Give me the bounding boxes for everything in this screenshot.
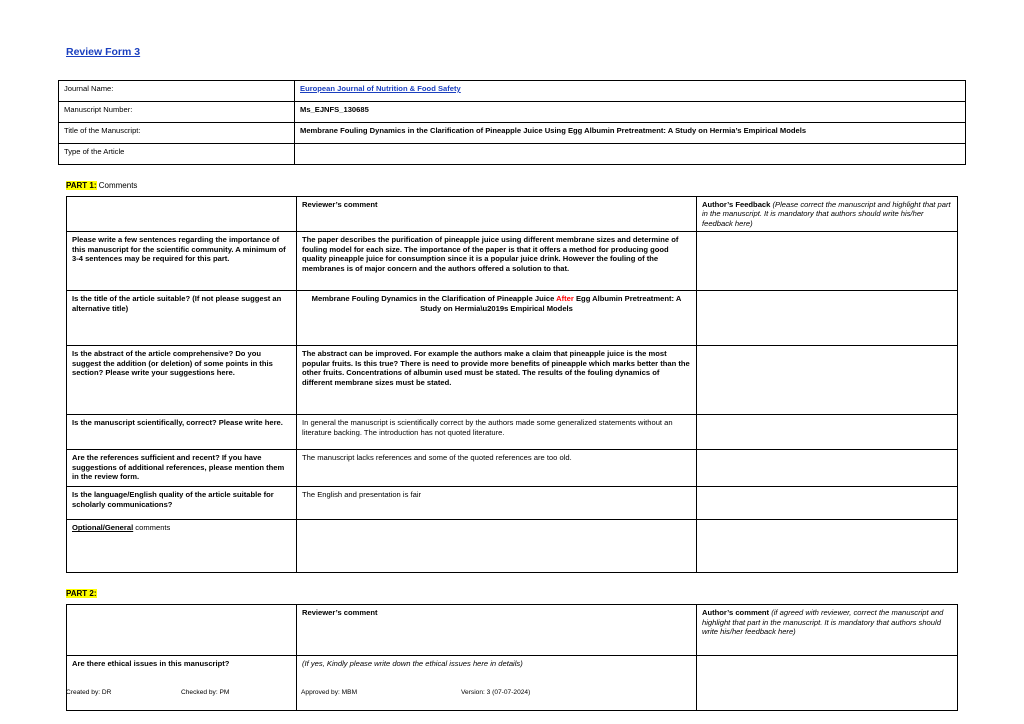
manuscript-title-label: Title of the Manuscript: — [59, 123, 295, 144]
reviewer-comment-title-suitable[interactable] — [297, 291, 697, 346]
author-feedback-ethical-issues[interactable] — [697, 656, 958, 711]
suggested-title-part1: Membrane Fouling Dynamics in the Clarification of Pineapple Juice — [311, 294, 557, 304]
part1-col-author — [697, 197, 958, 232]
part2-heading — [66, 589, 966, 598]
table-row — [67, 520, 958, 573]
table-row — [67, 656, 958, 711]
question-references: Are the references sufficient and recent? If you have suggestions of additional references, please mention them in the review form. — [67, 450, 297, 487]
article-type-label: Type of the Article — [59, 144, 295, 165]
reviewer-comment-importance[interactable]: The paper describes the purification of pineapple juice using different membrane sizes and determine of fouling model for each size. The importance of the paper is that it offers a method for producing good quality pineapple juice for consumption since it is a popular juice drink. However the fouling of the membranes is of major concern and the authors offered a solution to that. — [297, 232, 697, 291]
table-header-row — [67, 605, 958, 656]
reviewer-comment-abstract[interactable]: The abstract can be improved. For example the authors make a claim that pineapple juice is the most popular fruits. Is this true? There is need to provide more benefits of pineapple which marks better than the other fruits. Concentrations of albumin used must be stated. The results of the fouling dynamics of different membrane sizes must be stated. — [297, 346, 697, 415]
article-type-value[interactable] — [295, 144, 966, 165]
author-feedback-optional-general[interactable] — [697, 520, 958, 573]
journal-name-value — [295, 81, 966, 102]
footer — [58, 689, 964, 696]
table-row — [67, 415, 958, 450]
journal-name-link[interactable]: European Journal of Nutrition & Food Safety — [300, 84, 461, 93]
part1-col-author-note: (Please correct the manuscript and highlight that part in the manuscript. It is mandatory that authors should write his/her feedback here) — [702, 200, 951, 228]
table-row — [67, 346, 958, 415]
reviewer-comment-references[interactable]: The manuscript lacks references and some of the quoted references are too old. — [297, 450, 697, 487]
part2-col-author-note: (if agreed with reviewer, correct the manuscript and highlight that part in the manuscript. It is mandatory that authors should write his/her feedback here) — [702, 608, 944, 637]
question-scientific-correct: Is the manuscript scientifically, correct? Please write here. — [67, 415, 297, 450]
part1-heading — [66, 181, 966, 190]
table-row — [59, 123, 966, 144]
author-feedback-references[interactable] — [697, 450, 958, 487]
table-row — [67, 450, 958, 487]
question-abstract: Is the abstract of the article comprehensive? Do you suggest the addition (or deletion) of some points in this section? Please write your suggestions here. — [67, 346, 297, 415]
optional-general-underlined: Optional/General — [72, 523, 134, 533]
author-feedback-title-suitable[interactable] — [697, 291, 958, 346]
part1-col-author-label: Author’s Feedback — [702, 200, 773, 209]
reviewer-comment-scientific-correct[interactable]: In general the manuscript is scientifically correct by the authors made some generalized statements without an literature backing. The introduction has not quoted literature. — [297, 415, 697, 450]
table-row — [59, 144, 966, 165]
table-row — [59, 102, 966, 123]
part1-suffix: Comments — [96, 181, 138, 190]
part2-col-author-label: Author’s comment — [702, 608, 772, 618]
optional-general-plain: comments — [133, 523, 171, 533]
table-row — [59, 81, 966, 102]
reviewer-comment-optional-general[interactable] — [297, 520, 697, 573]
part1-col-question — [67, 197, 297, 232]
manuscript-number-value: Ms_EJNFS_130685 — [295, 102, 966, 123]
table-row — [67, 487, 958, 520]
question-importance: Please write a few sentences regarding the importance of this manuscript for the scientific community. A minimum of 3-4 sentences may be required for this part. — [67, 232, 297, 291]
footer-created-by: Created by: DR — [66, 689, 112, 696]
page-title: Review Form 3 — [66, 46, 141, 58]
question-title-suitable: Is the title of the article suitable? (If not please suggest an alternative title) — [67, 291, 297, 346]
author-feedback-scientific-correct[interactable] — [697, 415, 958, 450]
part2-col-question — [67, 605, 297, 656]
part1-col-reviewer: Reviewer’s comment — [297, 197, 697, 232]
table-row — [67, 291, 958, 346]
author-feedback-language-quality[interactable] — [697, 487, 958, 520]
table-header-row — [67, 197, 958, 232]
author-feedback-importance[interactable] — [697, 232, 958, 291]
question-ethical-issues: Are there ethical issues in this manuscript? — [67, 656, 297, 711]
footer-approved-by: Approved by: MBM — [301, 689, 358, 696]
part2-col-reviewer: Reviewer’s comment — [297, 605, 697, 656]
reviewer-comment-language-quality[interactable]: The English and presentation is fair — [297, 487, 697, 520]
question-optional-general — [67, 520, 297, 573]
footer-version: Version: 3 (07-07-2024) — [461, 689, 531, 696]
part2-label: PART 2: — [66, 589, 97, 599]
part1-label: PART 1: — [66, 181, 97, 190]
suggested-title-part2: Egg Albumin Pretreatment: A Study on Hermia\u2019s Empirical Models — [420, 294, 682, 313]
footer-checked-by: Checked by: PM — [181, 689, 230, 696]
suggested-title-changed-word: After — [556, 294, 574, 304]
part2-col-author — [697, 605, 958, 656]
journal-name-label: Journal Name: — [59, 81, 295, 102]
question-language-quality: Is the language/English quality of the article suitable for scholarly communications? — [67, 487, 297, 520]
manuscript-number-label: Manuscript Number: — [59, 102, 295, 123]
part1-comments-table — [66, 196, 958, 573]
manuscript-header-table — [58, 80, 966, 165]
manuscript-title-value: Membrane Fouling Dynamics in the Clarification of Pineapple Juice Using Egg Albumin Pretreatment: A Study on Hermia’s Empirical Models — [295, 123, 966, 144]
reviewer-comment-ethical-issues[interactable]: (If yes, Kindly please write down the ethical issues here in details) — [297, 656, 697, 711]
author-feedback-abstract[interactable] — [697, 346, 958, 415]
table-row — [67, 232, 958, 291]
